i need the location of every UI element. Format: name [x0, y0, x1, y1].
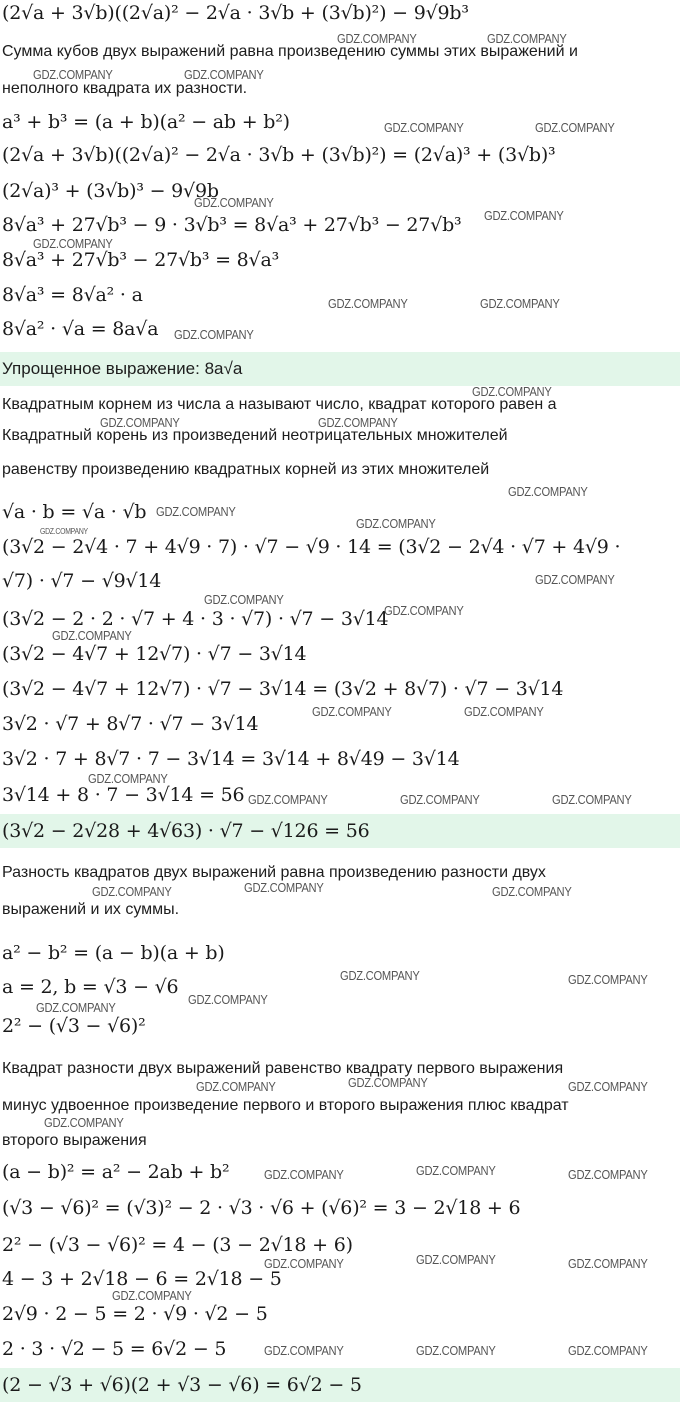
watermark-text: GDZ.COMPANY: [204, 592, 284, 607]
watermark-text: GDZ.COMPANY: [492, 884, 572, 899]
watermark-text: GDZ.COMPANY: [416, 1252, 496, 1267]
answer-label: Упрощенное выражение: 8a√a: [2, 359, 243, 378]
watermark-text: GDZ.COMPANY: [400, 792, 480, 807]
text-paragraph: Квадратным корнем из числа a называют число, квадрат которого равен a: [2, 396, 557, 413]
watermark-text: GDZ.COMPANY: [472, 384, 552, 399]
math-line: (3√2 − 2√4 · 7 + 4√9 · 7) · √7 − √9 · 14 = (3√2 − 2√4 · √7 + 4√9 ·: [2, 536, 621, 558]
watermark-text: GDZ.COMPANY: [248, 792, 328, 807]
watermark-text: GDZ.COMPANY: [328, 296, 408, 311]
text-paragraph: выражений и их суммы.: [2, 901, 180, 918]
watermark-text: GDZ.COMPANY: [356, 516, 436, 531]
math-line: a³ + b³ = (a + b)(a² − ab + b²): [2, 111, 290, 133]
watermark-text: GDZ.COMPANY: [264, 1167, 344, 1182]
watermark-text: GDZ.COMPANY: [416, 1163, 496, 1178]
watermark-text: GDZ.COMPANY: [384, 603, 464, 618]
math-line: 2√9 · 2 − 5 = 2 · √9 · √2 − 5: [2, 1303, 268, 1325]
text-paragraph: второго выражения: [2, 1132, 147, 1149]
watermark-text: GDZ.COMPANY: [33, 67, 113, 82]
text-paragraph: Сумма кубов двух выражений равна произведению суммы этих выражений и: [2, 43, 578, 60]
math-line: 2² − (√3 − √6)² = 4 − (3 − 2√18 + 6): [2, 1234, 353, 1256]
text-paragraph: минус удвоенное произведение первого и второго выражения плюс квадрат: [2, 1097, 569, 1114]
watermark-text: GDZ.COMPANY: [174, 327, 254, 342]
watermark-text: GDZ.COMPANY: [92, 884, 172, 899]
watermark-text: GDZ.COMPANY: [568, 1256, 648, 1271]
text-paragraph: Квадратный корень из произведений неотрицательных множителей: [2, 427, 508, 444]
math-line: √7) · √7 − √9√14: [2, 570, 162, 592]
watermark-text: GDZ.COMPANY: [568, 1343, 648, 1358]
watermark-text: GDZ.COMPANY: [88, 771, 168, 786]
math-line: 2 · 3 · √2 − 5 = 6√2 − 5: [2, 1338, 227, 1360]
watermark-text: GDZ.COMPANY: [416, 1343, 496, 1358]
watermark-text: GDZ.COMPANY: [464, 704, 544, 719]
watermark-text: GDZ.COMPANY: [535, 120, 615, 135]
math-line: 3√14 + 8 · 7 − 3√14 = 56: [2, 784, 245, 806]
watermark-text: GDZ.COMPANY: [340, 968, 420, 983]
watermark-text: GDZ.COMPANY: [196, 1079, 276, 1094]
watermark-text: GDZ.COMPANY: [384, 120, 464, 135]
watermark-text: GDZ.COMPANY: [508, 484, 588, 499]
watermark-text: GDZ.COMPANY: [480, 296, 560, 311]
text-paragraph: неполного квадрата их разности.: [2, 80, 248, 97]
watermark-text: GDZ.COMPANY: [568, 1167, 648, 1182]
math-line: √a · b = √a · √b: [2, 501, 147, 523]
watermark-text: GDZ.COMPANY: [156, 504, 236, 519]
watermark-text: GDZ.COMPANY: [36, 1000, 116, 1015]
math-line: (3√2 − 2 · 2 · √7 + 4 · 3 · √7) · √7 − 3√14: [2, 608, 389, 630]
watermark-text: GDZ.COMPANY: [312, 704, 392, 719]
watermark-text: GDZ.COMPANY: [100, 415, 180, 430]
text-paragraph: Разность квадратов двух выражений равна произведению разности двух: [2, 864, 546, 881]
text-paragraph: равенству произведению квадратных корней из этих множителей: [2, 461, 490, 478]
math-line: (2 − √3 + √6)(2 + √3 − √6) = 6√2 − 5: [2, 1374, 362, 1396]
math-line: 4 − 3 + 2√18 − 6 = 2√18 − 5: [2, 1268, 282, 1290]
math-line: (2√a + 3√b)((2√a)² − 2√a · 3√b + (3√b)²) − 9√9b³: [2, 2, 469, 24]
watermark-text: GDZ.COMPANY: [44, 1115, 124, 1130]
math-line: (3√2 − 2√28 + 4√63) · √7 − √126 = 56: [2, 820, 370, 842]
text-paragraph: Квадрат разности двух выражений равенство квадрату первого выражения: [2, 1060, 564, 1077]
math-line: 3√2 · √7 + 8√7 · √7 − 3√14: [2, 713, 259, 735]
math-line: (2√a + 3√b)((2√a)² − 2√a · 3√b + (3√b)²) = (2√a)³ + (3√b)³: [2, 144, 556, 166]
watermark-text: GDZ.COMPANY: [264, 1343, 344, 1358]
math-line: 3√2 · 7 + 8√7 · 7 − 3√14 = 3√14 + 8√49 − 3√14: [2, 748, 460, 770]
math-line: 8√a³ + 27√b³ − 27√b³ = 8√a³: [2, 249, 280, 271]
watermark-text: GDZ.COMPANY: [318, 415, 398, 430]
math-line: 8√a³ + 27√b³ − 9 · 3√b³ = 8√a³ + 27√b³ − 27√b³: [2, 214, 462, 236]
math-line: 2² − (√3 − √6)²: [2, 1015, 146, 1037]
watermark-text: GDZ.COMPANY: [188, 992, 268, 1007]
watermark-text-small: GDZ.COMPANY: [40, 527, 88, 536]
watermark-text: GDZ.COMPANY: [348, 1075, 428, 1090]
watermark-text: GDZ.COMPANY: [33, 236, 113, 251]
watermark-text: GDZ.COMPANY: [264, 1256, 344, 1271]
math-line: (3√2 − 4√7 + 12√7) · √7 − 3√14 = (3√2 + 8√7) · √7 − 3√14: [2, 678, 564, 700]
watermark-text: GDZ.COMPANY: [194, 195, 274, 210]
math-line: a = 2, b = √3 − √6: [2, 976, 179, 998]
watermark-text: GDZ.COMPANY: [52, 628, 132, 643]
math-line: 8√a² · √a = 8a√a: [2, 318, 159, 340]
watermark-text: GDZ.COMPANY: [112, 1288, 192, 1303]
math-line: 8√a³ = 8√a² · a: [2, 284, 143, 306]
watermark-text: GDZ.COMPANY: [337, 31, 417, 46]
watermark-text: GDZ.COMPANY: [535, 572, 615, 587]
watermark-text: GDZ.COMPANY: [184, 67, 264, 82]
math-line: (a − b)² = a² − 2ab + b²: [2, 1161, 230, 1183]
math-line: (3√2 − 4√7 + 12√7) · √7 − 3√14: [2, 643, 307, 665]
watermark-text: GDZ.COMPANY: [244, 880, 324, 895]
watermark-text: GDZ.COMPANY: [487, 31, 567, 46]
watermark-text: GDZ.COMPANY: [568, 972, 648, 987]
math-line: a² − b² = (a − b)(a + b): [2, 942, 225, 964]
math-line: (√3 − √6)² = (√3)² − 2 · √3 · √6 + (√6)² = 3 − 2√18 + 6: [2, 1197, 521, 1219]
math-line: (2√a)³ + (3√b)³ − 9√9b: [2, 180, 219, 202]
watermark-text: GDZ.COMPANY: [484, 208, 564, 223]
watermark-text: GDZ.COMPANY: [568, 1079, 648, 1094]
watermark-text: GDZ.COMPANY: [552, 792, 632, 807]
